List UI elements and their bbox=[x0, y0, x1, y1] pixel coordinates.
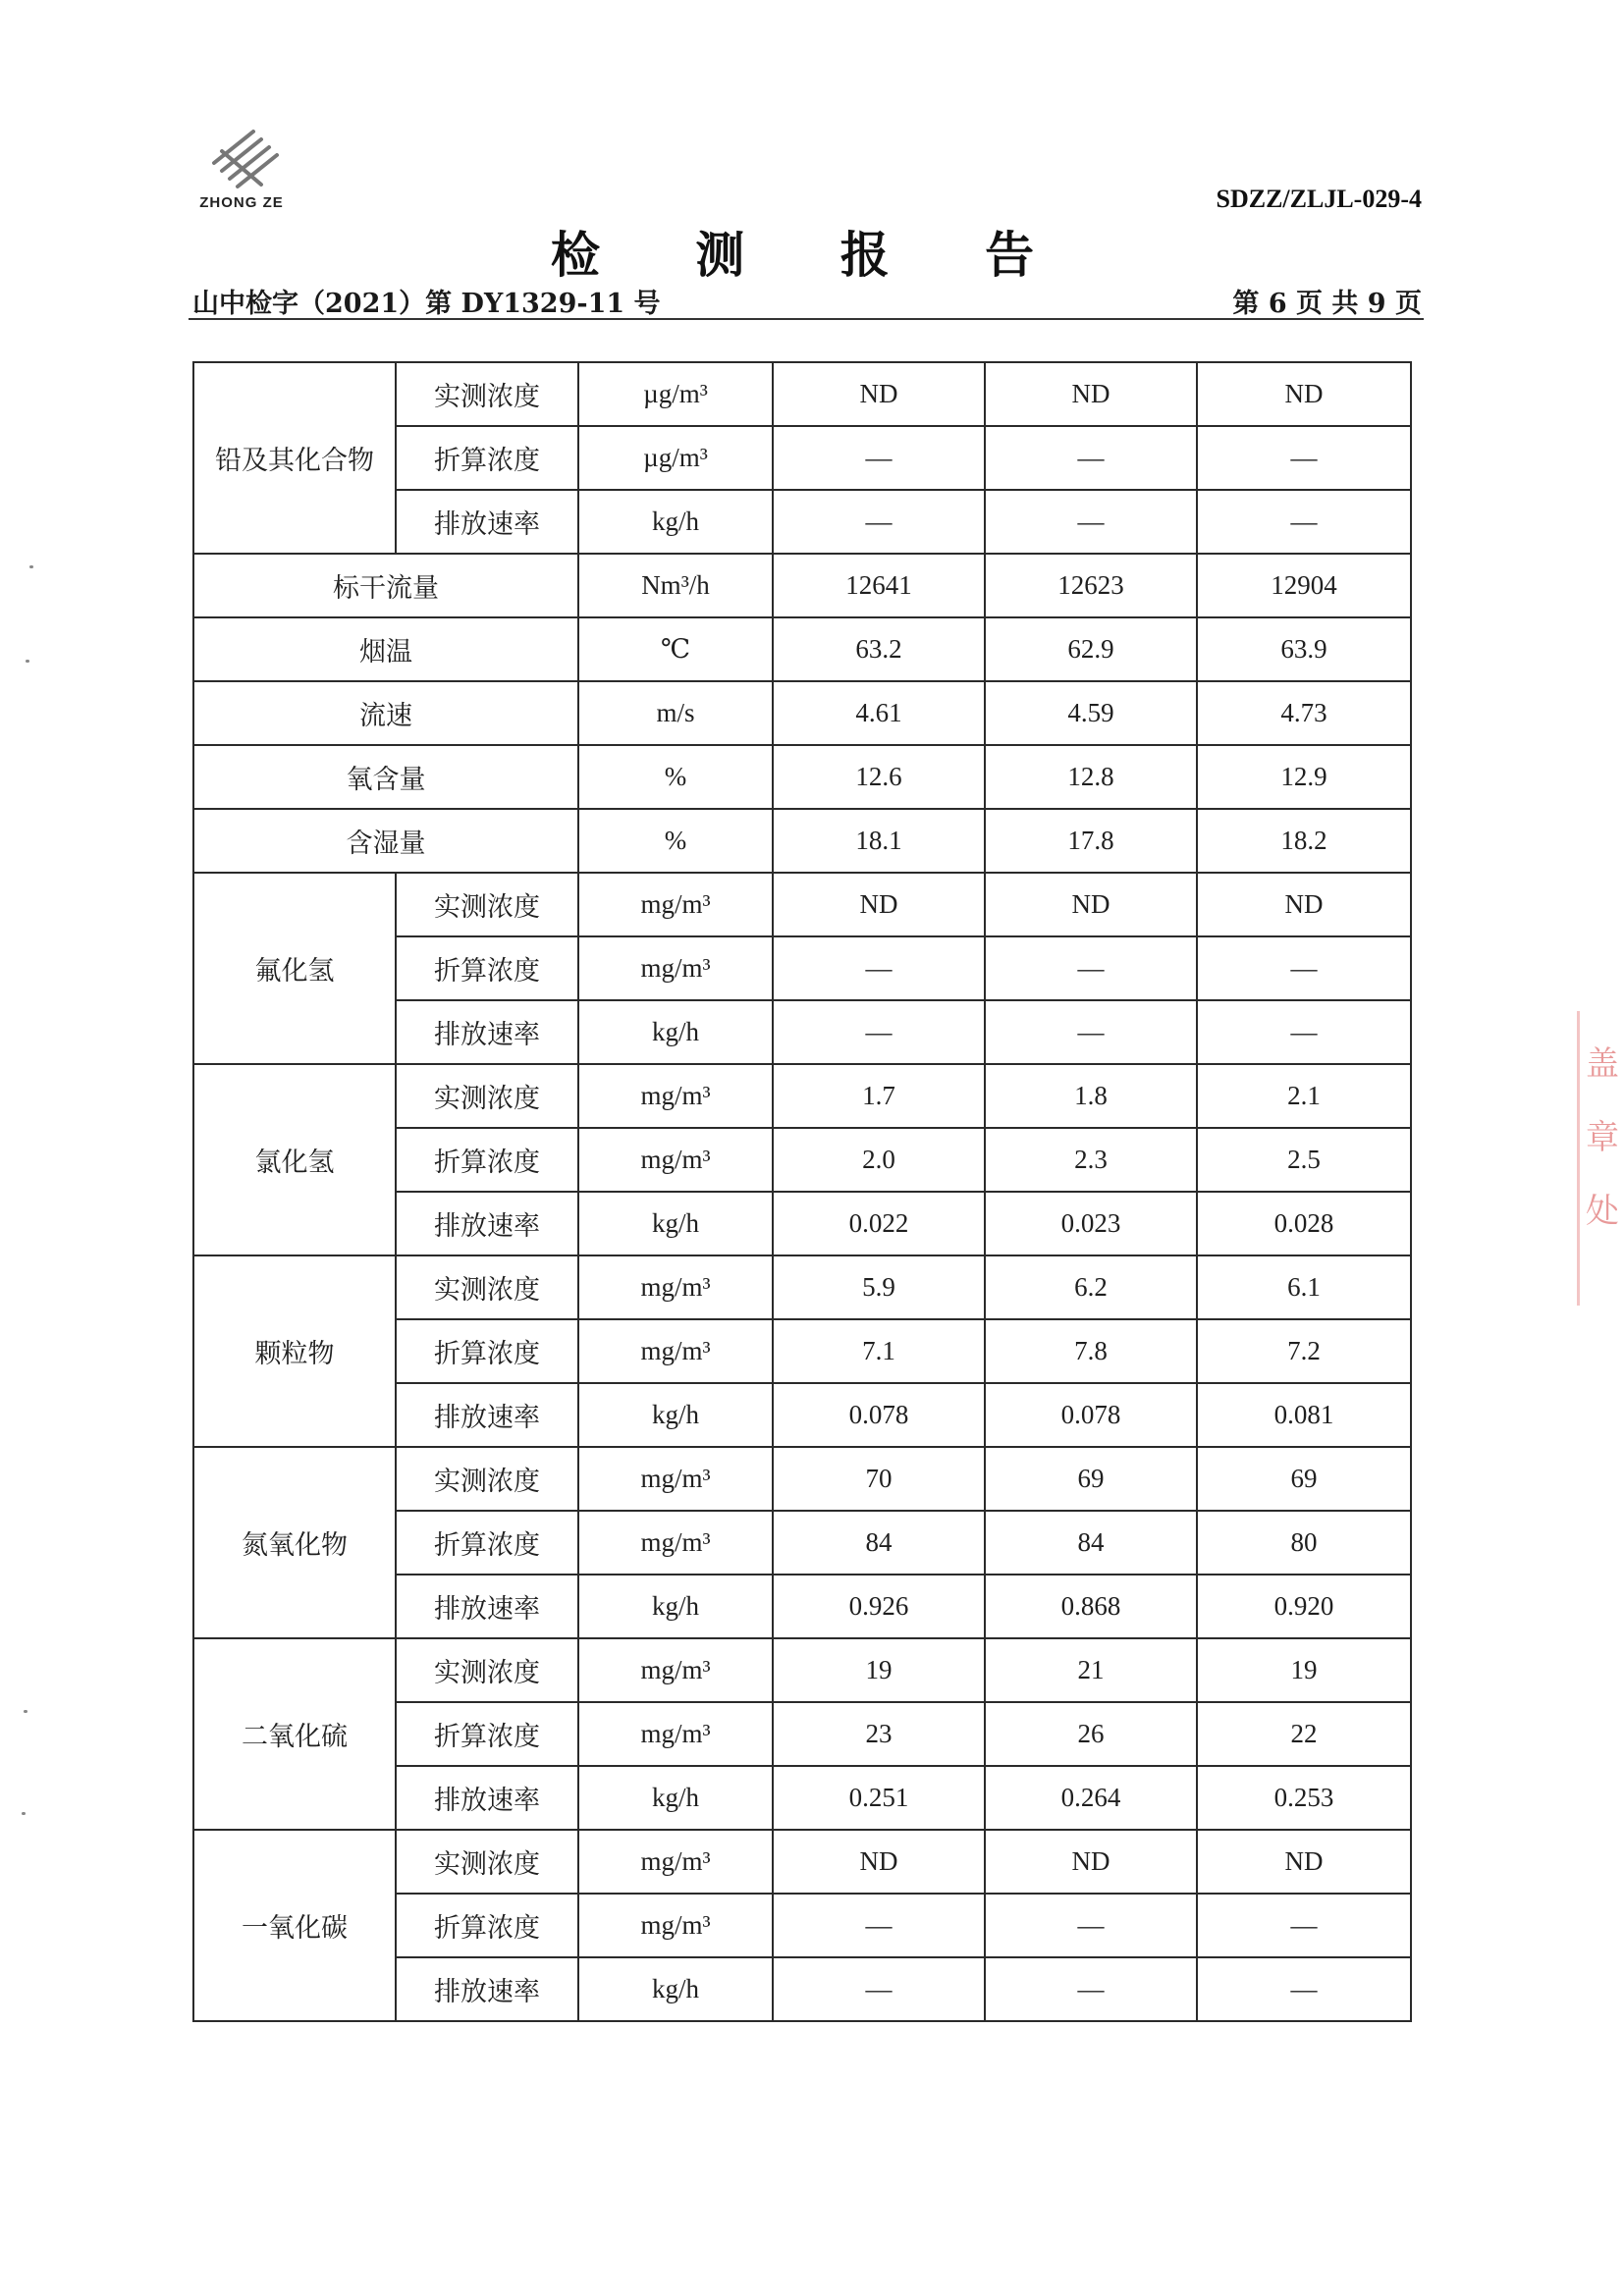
measure-type: 实测浓度 bbox=[396, 1255, 578, 1319]
value-cell-3: ND bbox=[1197, 873, 1411, 936]
pollutant-name: 氟化氢 bbox=[193, 873, 396, 1064]
unit-cell: kg/h bbox=[578, 1192, 773, 1255]
unit-cell: m/s bbox=[578, 681, 773, 745]
value-cell-3: ND bbox=[1197, 362, 1411, 426]
measure-type: 折算浓度 bbox=[396, 1319, 578, 1383]
value-cell-1: 2.0 bbox=[773, 1128, 985, 1192]
measure-type: 折算浓度 bbox=[396, 1511, 578, 1575]
value-cell-2: 0.868 bbox=[985, 1575, 1197, 1638]
parameter-name: 流速 bbox=[193, 681, 578, 745]
table-row bbox=[193, 1447, 1411, 1511]
value-cell-3: ND bbox=[1197, 1830, 1411, 1894]
value-cell-3: 0.920 bbox=[1197, 1575, 1411, 1638]
value-cell-2: ND bbox=[985, 362, 1197, 426]
document-code: SDZZ/ZLJL-029-4 bbox=[1216, 185, 1422, 213]
measure-type: 实测浓度 bbox=[396, 1447, 578, 1511]
parameter-name: 氧含量 bbox=[193, 745, 578, 809]
unit-cell: kg/h bbox=[578, 1383, 773, 1447]
value-cell-1: 23 bbox=[773, 1702, 985, 1766]
unit-cell: mg/m³ bbox=[578, 1511, 773, 1575]
value-cell-3: 80 bbox=[1197, 1511, 1411, 1575]
value-cell-3: — bbox=[1197, 1894, 1411, 1957]
measure-type: 排放速率 bbox=[396, 1000, 578, 1064]
table-row bbox=[193, 1255, 1411, 1319]
value-cell-2: — bbox=[985, 936, 1197, 1000]
value-cell-3: — bbox=[1197, 1000, 1411, 1064]
value-cell-2: — bbox=[985, 426, 1197, 490]
value-cell-2: 6.2 bbox=[985, 1255, 1197, 1319]
value-cell-2: 62.9 bbox=[985, 617, 1197, 681]
table-row bbox=[193, 681, 1411, 745]
value-cell-2: 21 bbox=[985, 1638, 1197, 1702]
value-cell-1: 1.7 bbox=[773, 1064, 985, 1128]
value-cell-3: 0.028 bbox=[1197, 1192, 1411, 1255]
unit-cell: Nm³/h bbox=[578, 554, 773, 617]
scan-speck bbox=[22, 1812, 26, 1815]
measure-type: 排放速率 bbox=[396, 1766, 578, 1830]
scan-speck bbox=[29, 565, 33, 568]
value-cell-1: 84 bbox=[773, 1511, 985, 1575]
value-cell-2: 12623 bbox=[985, 554, 1197, 617]
value-cell-3: 2.5 bbox=[1197, 1128, 1411, 1192]
value-cell-2: 17.8 bbox=[985, 809, 1197, 873]
value-cell-1: — bbox=[773, 1000, 985, 1064]
measure-type: 排放速率 bbox=[396, 1957, 578, 2021]
measure-type: 排放速率 bbox=[396, 1383, 578, 1447]
table-row bbox=[193, 873, 1411, 936]
measure-type: 折算浓度 bbox=[396, 1894, 578, 1957]
value-cell-2: 2.3 bbox=[985, 1128, 1197, 1192]
report-number: 山中检字（2021）第 DY1329-11 号 bbox=[192, 289, 661, 319]
value-cell-3: — bbox=[1197, 490, 1411, 554]
table-row bbox=[193, 745, 1411, 809]
value-cell-1: — bbox=[773, 1894, 985, 1957]
seam-stamp-char: 处 bbox=[1586, 1192, 1619, 1231]
pollutant-name: 颗粒物 bbox=[193, 1255, 396, 1447]
value-cell-3: 19 bbox=[1197, 1638, 1411, 1702]
value-cell-1: — bbox=[773, 936, 985, 1000]
value-cell-2: 0.264 bbox=[985, 1766, 1197, 1830]
unit-cell: kg/h bbox=[578, 1575, 773, 1638]
value-cell-1: 70 bbox=[773, 1447, 985, 1511]
measure-type: 折算浓度 bbox=[396, 426, 578, 490]
unit-cell: mg/m³ bbox=[578, 1702, 773, 1766]
table-row bbox=[193, 617, 1411, 681]
unit-cell: µg/m³ bbox=[578, 426, 773, 490]
value-cell-1: ND bbox=[773, 362, 985, 426]
value-cell-1: 0.078 bbox=[773, 1383, 985, 1447]
scan-speck bbox=[24, 1710, 27, 1713]
unit-cell: kg/h bbox=[578, 490, 773, 554]
value-cell-2: 0.078 bbox=[985, 1383, 1197, 1447]
value-cell-3: 0.253 bbox=[1197, 1766, 1411, 1830]
pollutant-name: 一氧化碳 bbox=[193, 1830, 396, 2021]
value-cell-3: — bbox=[1197, 426, 1411, 490]
value-cell-3: 0.081 bbox=[1197, 1383, 1411, 1447]
table-row bbox=[193, 554, 1411, 617]
seam-stamp bbox=[1577, 1011, 1619, 1306]
value-cell-2: — bbox=[985, 1000, 1197, 1064]
unit-cell: mg/m³ bbox=[578, 873, 773, 936]
value-cell-1: ND bbox=[773, 1830, 985, 1894]
value-cell-1: 19 bbox=[773, 1638, 985, 1702]
measure-type: 折算浓度 bbox=[396, 936, 578, 1000]
unit-cell: kg/h bbox=[578, 1000, 773, 1064]
value-cell-1: 0.022 bbox=[773, 1192, 985, 1255]
unit-cell: mg/m³ bbox=[578, 1638, 773, 1702]
measure-type: 排放速率 bbox=[396, 1192, 578, 1255]
unit-cell: mg/m³ bbox=[578, 1128, 773, 1192]
parameter-name: 标干流量 bbox=[193, 554, 578, 617]
value-cell-2: 7.8 bbox=[985, 1319, 1197, 1383]
value-cell-2: 1.8 bbox=[985, 1064, 1197, 1128]
table-row bbox=[193, 1064, 1411, 1128]
value-cell-1: 7.1 bbox=[773, 1319, 985, 1383]
measure-type: 排放速率 bbox=[396, 1575, 578, 1638]
value-cell-1: 0.926 bbox=[773, 1575, 985, 1638]
unit-cell: kg/h bbox=[578, 1766, 773, 1830]
value-cell-3: 63.9 bbox=[1197, 617, 1411, 681]
measure-type: 实测浓度 bbox=[396, 1064, 578, 1128]
value-cell-2: 69 bbox=[985, 1447, 1197, 1511]
value-cell-1: 5.9 bbox=[773, 1255, 985, 1319]
table-row bbox=[193, 809, 1411, 873]
value-cell-1: 12.6 bbox=[773, 745, 985, 809]
pollutant-name: 氮氧化物 bbox=[193, 1447, 396, 1638]
parameter-name: 烟温 bbox=[193, 617, 578, 681]
value-cell-1: 12641 bbox=[773, 554, 985, 617]
value-cell-3: 12.9 bbox=[1197, 745, 1411, 809]
value-cell-3: 69 bbox=[1197, 1447, 1411, 1511]
value-cell-2: 4.59 bbox=[985, 681, 1197, 745]
page-number: 第 6 页 共 9 页 bbox=[1232, 289, 1422, 319]
value-cell-1: 63.2 bbox=[773, 617, 985, 681]
page-title: 检 测 报 告 bbox=[550, 226, 1074, 284]
unit-cell: % bbox=[578, 745, 773, 809]
seam-stamp-char: 章 bbox=[1586, 1118, 1619, 1157]
unit-cell: mg/m³ bbox=[578, 936, 773, 1000]
value-cell-3: 12904 bbox=[1197, 554, 1411, 617]
value-cell-3: 2.1 bbox=[1197, 1064, 1411, 1128]
measure-type: 折算浓度 bbox=[396, 1128, 578, 1192]
measure-type: 实测浓度 bbox=[396, 1830, 578, 1894]
value-cell-3: — bbox=[1197, 1957, 1411, 2021]
value-cell-1: ND bbox=[773, 873, 985, 936]
pollutant-name: 铅及其化合物 bbox=[193, 362, 396, 554]
pollutant-name: 二氧化硫 bbox=[193, 1638, 396, 1830]
value-cell-1: — bbox=[773, 1957, 985, 2021]
scan-speck bbox=[26, 660, 29, 663]
value-cell-1: — bbox=[773, 490, 985, 554]
value-cell-3: 18.2 bbox=[1197, 809, 1411, 873]
value-cell-2: 84 bbox=[985, 1511, 1197, 1575]
unit-cell: mg/m³ bbox=[578, 1064, 773, 1128]
table-row bbox=[193, 1638, 1411, 1702]
header-divider bbox=[189, 318, 1424, 320]
measure-type: 排放速率 bbox=[396, 490, 578, 554]
value-cell-2: — bbox=[985, 1957, 1197, 2021]
value-cell-2: ND bbox=[985, 873, 1197, 936]
value-cell-3: 6.1 bbox=[1197, 1255, 1411, 1319]
measure-type: 实测浓度 bbox=[396, 1638, 578, 1702]
value-cell-1: 0.251 bbox=[773, 1766, 985, 1830]
value-cell-2: ND bbox=[985, 1830, 1197, 1894]
value-cell-2: — bbox=[985, 1894, 1197, 1957]
seam-stamp-char: 盖 bbox=[1586, 1044, 1619, 1084]
unit-cell: µg/m³ bbox=[578, 362, 773, 426]
value-cell-2: — bbox=[985, 490, 1197, 554]
value-cell-2: 26 bbox=[985, 1702, 1197, 1766]
unit-cell: kg/h bbox=[578, 1957, 773, 2021]
unit-cell: ℃ bbox=[578, 617, 773, 681]
unit-cell: mg/m³ bbox=[578, 1447, 773, 1511]
value-cell-1: 4.61 bbox=[773, 681, 985, 745]
emission-results-table bbox=[192, 361, 1412, 2022]
value-cell-3: 22 bbox=[1197, 1702, 1411, 1766]
measure-type: 实测浓度 bbox=[396, 873, 578, 936]
value-cell-1: 18.1 bbox=[773, 809, 985, 873]
unit-cell: % bbox=[578, 809, 773, 873]
unit-cell: mg/m³ bbox=[578, 1319, 773, 1383]
table-row bbox=[193, 362, 1411, 426]
value-cell-3: — bbox=[1197, 936, 1411, 1000]
value-cell-2: 0.023 bbox=[985, 1192, 1197, 1255]
value-cell-3: 7.2 bbox=[1197, 1319, 1411, 1383]
measure-type: 折算浓度 bbox=[396, 1702, 578, 1766]
value-cell-2: 12.8 bbox=[985, 745, 1197, 809]
value-cell-3: 4.73 bbox=[1197, 681, 1411, 745]
measure-type: 实测浓度 bbox=[396, 362, 578, 426]
table-row bbox=[193, 1830, 1411, 1894]
unit-cell: mg/m³ bbox=[578, 1830, 773, 1894]
parameter-name: 含湿量 bbox=[193, 809, 578, 873]
value-cell-1: — bbox=[773, 426, 985, 490]
unit-cell: mg/m³ bbox=[578, 1894, 773, 1957]
pollutant-name: 氯化氢 bbox=[193, 1064, 396, 1255]
unit-cell: mg/m³ bbox=[578, 1255, 773, 1319]
logo-text: ZHONG ZE bbox=[199, 194, 284, 211]
